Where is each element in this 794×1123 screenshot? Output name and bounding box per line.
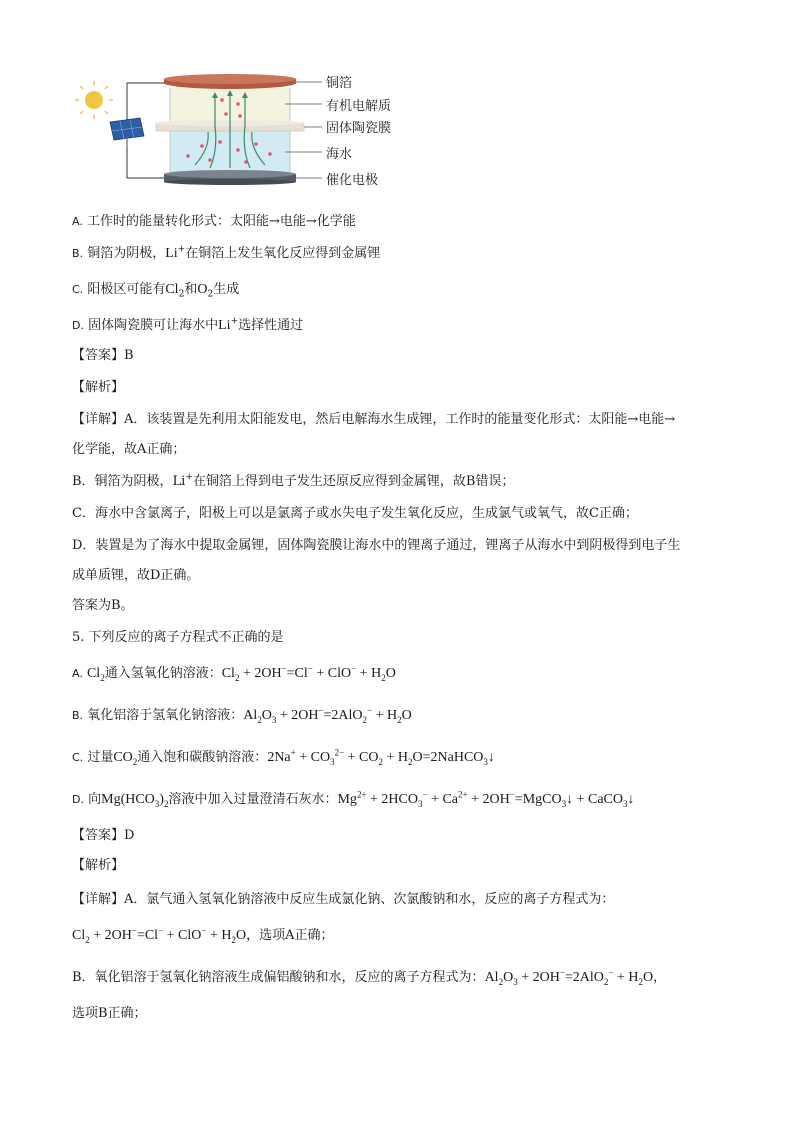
q4-detail-line-3: B．铜箔为阴极，Li+在铜箔上得到电子发生还原反应得到金属锂，故B错误； [72, 472, 515, 489]
q5-detail-line-1: 【详解】A．氯气通入氢氧化钠溶液中反应生成氯化钠、次氯酸钠和水，反应的离子方程式为： [72, 892, 615, 907]
q5-option-b: B. 氧化铝溶于氢氧化钠溶液：$Al_2O_3 + 2OH^-=2AlO_2^- + H_2O$ [72, 705, 412, 725]
q5-detail-line-3: B．氧化铝溶于氢氧化钠溶液生成偏铝酸钠和水，反应的离子方程式为：$Al_2O_3 + 2OH^-=2AlO_2^- + H_2O$， [72, 967, 667, 987]
q4-detail-line-4: C．海水中含氯离子，阳极上可以是氯离子或水失电子发生氧化反应，生成氯气或氧气，故C正确； [72, 506, 638, 521]
q4-conclusion: 答案为B。 [72, 598, 134, 613]
q4-answer: 【答案】B [72, 348, 134, 363]
q4-analysis-heading: 【解析】 [72, 380, 125, 395]
label-copper-foil: 铜箔 [326, 76, 353, 91]
q4-detail-line-6: 成单质锂，故D正确。 [72, 568, 200, 583]
equation-c: $2Na^+ + CO_3^{2-} + CO_2$ + $H_2O=2NaHCO_3↓$ [267, 747, 495, 767]
q4-option-d: D. 固体陶瓷膜可让海水中Li+选择性通过 [72, 316, 304, 333]
label-catalytic-electrode: 催化电极 [326, 173, 379, 188]
q5-option-c: C. 过量$CO_2$通入饱和碳酸钠溶液：$2Na^+ + CO_3^{2-} + CO_2$ + $H_2O=2NaHCO_3↓$ [72, 747, 495, 767]
equation-d: $Mg^{2+} + 2HCO_3^- + Ca^{2+}$ + 2OH−=MgCO$_3$↓ + CaCO$_3$↓ [337, 789, 635, 809]
equation-b-repeat: $Al_2O_3 + 2OH^-=2AlO_2^- + H_2O$ [484, 967, 654, 987]
q4-option-b: B. 铜箔为阴极，Li+在铜箔上发生氧化反应得到金属锂 [72, 244, 381, 261]
solar-panel-icon [110, 118, 144, 148]
equation-b: $Al_2O_3 + 2OH^-=2AlO_2^- + H_2O$ [243, 705, 412, 725]
label-seawater: 海水 [326, 147, 353, 162]
electrolysis-diagram [70, 70, 410, 195]
q5-option-a: A. $Cl_2$通入氢氧化钠溶液：$Cl_2 + 2OH^-=Cl^- + ClO^- + H_2O$ [72, 663, 396, 683]
q5-option-d: D. 向$Mg(HCO_3)_2$溶液中加入过量澄清石灰水：$Mg^{2+} + 2HCO_3^- + Ca^{2+}$ + 2OH−=MgCO$_3$↓ + CaCO$_3$↓ [72, 789, 635, 809]
equation-a-repeat: $Cl_2 + 2OH^-=Cl^- + ClO^- + H_2O$ [72, 925, 247, 945]
q5-stem: 5. 下列反应的离子方程式不正确的是 [72, 630, 284, 645]
q4-option-a: A. 工作时的能量转化形式：太阳能→电能→化学能 [72, 214, 356, 229]
q5-analysis-heading: 【解析】 [72, 858, 125, 873]
label-ceramic-membrane: 固体陶瓷膜 [326, 121, 392, 136]
q5-detail-line-4: 选项B正确； [72, 1006, 147, 1021]
q5-detail-line-2: $Cl_2 + 2OH^-=Cl^- + ClO^- + H_2O$，选项A正确； [72, 925, 334, 945]
sun-icon [75, 81, 113, 119]
q4-detail-line-1: 【详解】A．该装置是先利用太阳能发电，然后电解海水生成锂，工作时的能量变化形式：太阳能→电能→ [72, 412, 676, 427]
q4-detail-line-2: 化学能，故A正确； [72, 442, 186, 457]
label-organic-electrolyte: 有机电解质 [326, 99, 392, 114]
q4-detail-line-5: D．装置是为了海水中提取金属锂，固体陶瓷膜让海水中的锂离子通过，锂离子从海水中到阴极得到电子生 [72, 538, 681, 553]
q5-answer: 【答案】D [72, 828, 135, 843]
q4-option-c: C. 阳极区可能有$Cl_2$和$O_2$生成 [72, 282, 240, 300]
equation-a: $Cl_2 + 2OH^-=Cl^- + ClO^- + H_2O$ [221, 663, 396, 683]
